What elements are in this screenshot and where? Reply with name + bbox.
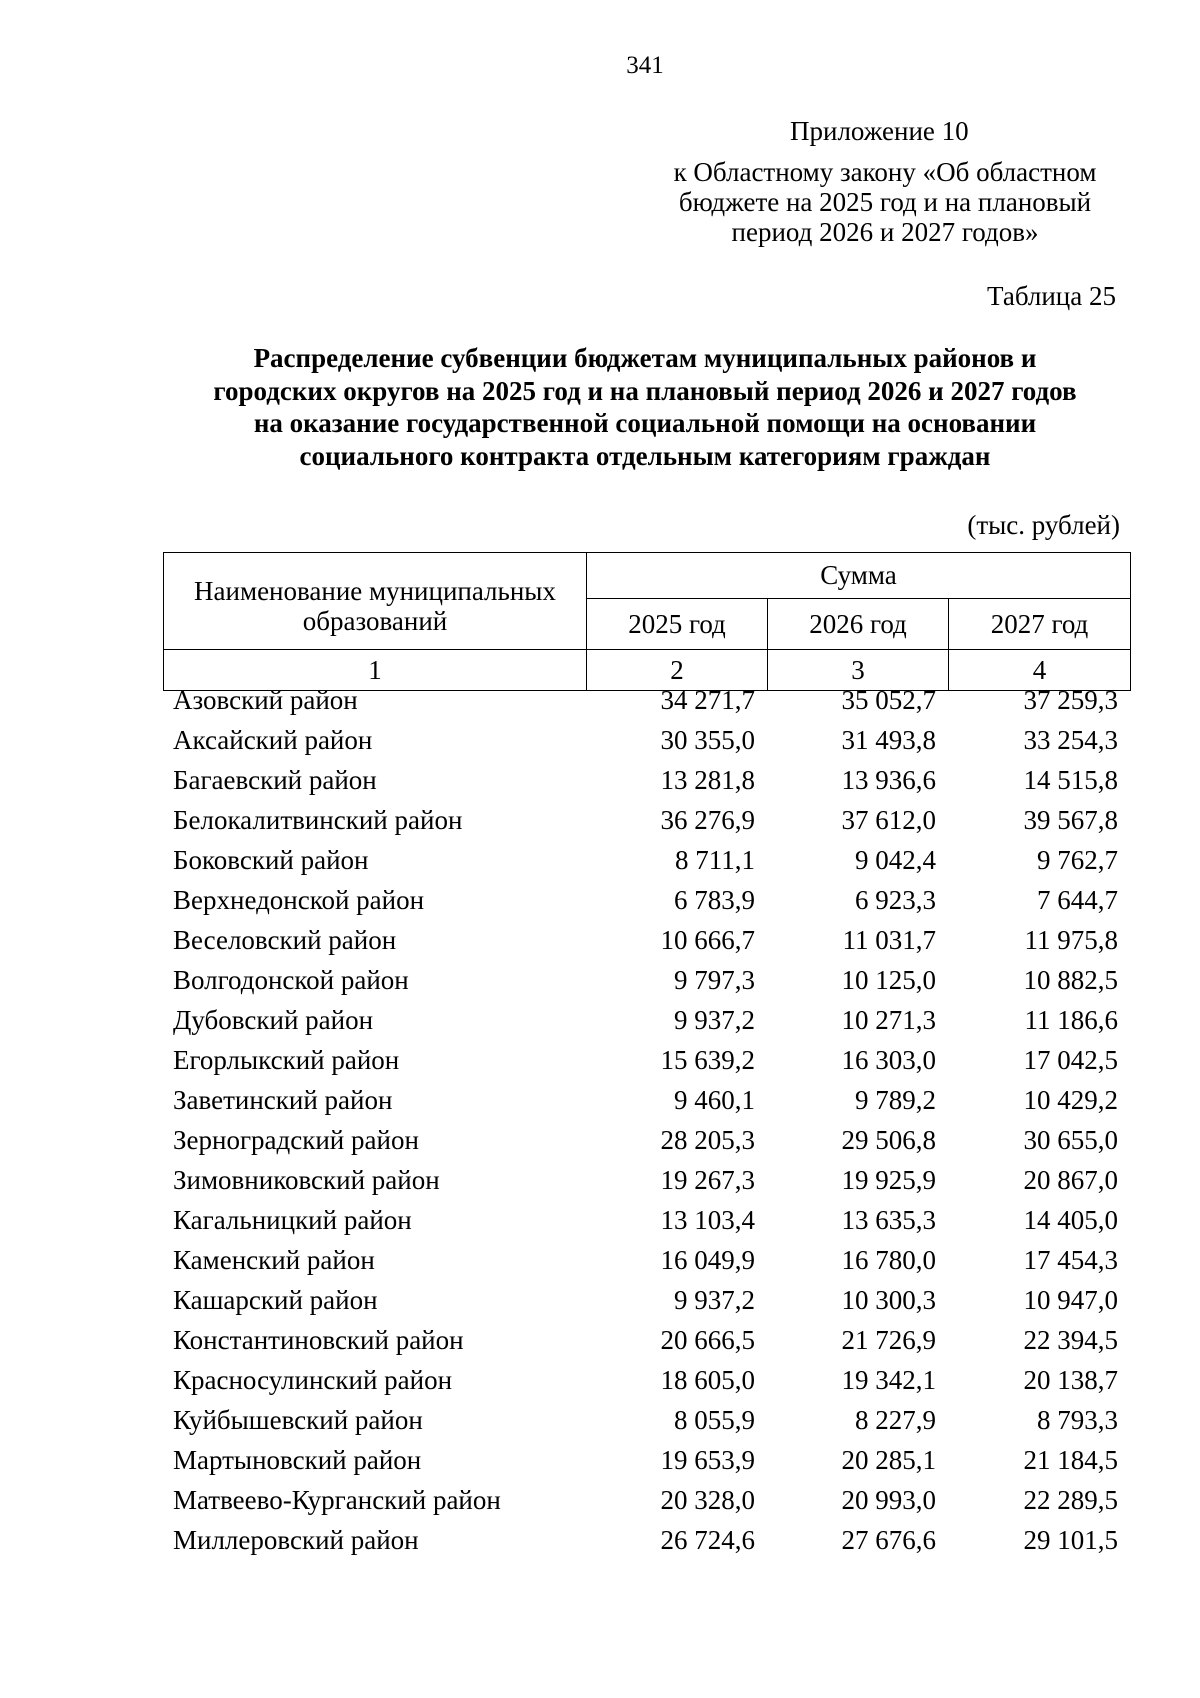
table-row [163, 1320, 1130, 1360]
table-row [163, 1440, 1130, 1480]
appendix-reference-line: к Областному закону «Об областном [673, 157, 1097, 187]
value-2027: 14 515,8 [1023, 764, 1118, 795]
district-name: Веселовский район [173, 924, 397, 955]
district-name: Боковский район [173, 844, 369, 875]
value-2026: 10 271,3 [841, 1004, 936, 1035]
value-2027: 17 042,5 [1023, 1044, 1118, 1075]
table-header [163, 552, 1131, 691]
table-row [163, 1240, 1130, 1280]
value-2026: 19 925,9 [841, 1164, 936, 1195]
value-2027: 10 947,0 [1023, 1284, 1118, 1315]
table-row [163, 1360, 1130, 1400]
value-2025: 16 049,9 [660, 1244, 755, 1275]
district-name: Красносулинский район [173, 1364, 453, 1395]
value-2025: 19 653,9 [660, 1444, 755, 1475]
value-2025: 9 937,2 [674, 1284, 755, 1315]
value-2026: 31 493,8 [841, 724, 936, 755]
value-2026: 29 506,8 [841, 1124, 936, 1155]
value-2025: 8 055,9 [674, 1404, 755, 1435]
table-row [163, 880, 1130, 920]
table-row [163, 1400, 1130, 1440]
value-2026: 6 923,3 [855, 884, 936, 915]
appendix-title: Приложение 10 [790, 116, 969, 146]
value-2027: 17 454,3 [1023, 1244, 1118, 1275]
appendix-reference-line: бюджете на 2025 год и на плановый [678, 187, 1092, 217]
value-2025: 13 281,8 [660, 764, 755, 795]
table-row [163, 720, 1130, 760]
district-name: Аксайский район [173, 724, 373, 755]
table-row [163, 1160, 1130, 1200]
district-name: Каменский район [173, 1244, 375, 1275]
value-2027: 22 394,5 [1023, 1324, 1118, 1355]
header-name-column: Наименование муниципальных образований [164, 553, 587, 650]
value-2026: 20 285,1 [841, 1444, 936, 1475]
header-year-2027: 2027 год [949, 599, 1131, 650]
value-2026: 35 052,7 [841, 684, 936, 715]
title-line: городских округов на 2025 год и на плановый период 2026 и 2027 годов [213, 375, 1077, 406]
value-2025: 9 460,1 [674, 1084, 755, 1115]
district-name: Верхнедонской район [173, 884, 425, 915]
value-2026: 10 300,3 [841, 1284, 936, 1315]
district-name: Азовский район [173, 684, 358, 715]
column-number: 1 [164, 650, 587, 691]
value-2027: 39 567,8 [1023, 804, 1118, 835]
value-2025: 19 267,3 [660, 1164, 755, 1195]
value-2025: 18 605,0 [660, 1364, 755, 1395]
value-2027: 20 867,0 [1023, 1164, 1118, 1195]
value-2026: 11 031,7 [842, 924, 936, 955]
value-2027: 10 882,5 [1023, 964, 1118, 995]
district-name: Куйбышевский район [173, 1404, 423, 1435]
value-2025: 36 276,9 [660, 804, 755, 835]
district-name: Заветинский район [173, 1084, 393, 1115]
value-2026: 37 612,0 [841, 804, 936, 835]
title-line: на оказание государственной социальной помощи на основании [253, 408, 1037, 438]
value-2027: 14 405,0 [1023, 1204, 1118, 1235]
value-2025: 8 711,1 [675, 844, 755, 875]
document-title [150, 342, 1140, 472]
table-row [163, 960, 1130, 1000]
header-year-2026: 2026 год [768, 599, 949, 650]
district-name: Волгодонской район [173, 964, 409, 995]
value-2027: 10 429,2 [1023, 1084, 1118, 1115]
value-2027: 11 186,6 [1024, 1004, 1118, 1035]
value-2026: 13 635,3 [841, 1204, 936, 1235]
column-number: 2 [587, 650, 768, 691]
value-2027: 33 254,3 [1023, 724, 1118, 755]
district-name: Зимовниковский район [173, 1164, 440, 1195]
appendix-reference [640, 157, 1130, 247]
table-row [163, 800, 1130, 840]
appendix-reference-line: период 2026 и 2027 годов» [731, 217, 1039, 247]
value-2025: 30 355,0 [660, 724, 755, 755]
value-2026: 9 789,2 [855, 1084, 936, 1115]
value-2025: 6 783,9 [674, 884, 755, 915]
value-2025: 34 271,7 [660, 684, 755, 715]
value-2027: 29 101,5 [1023, 1524, 1118, 1555]
value-2026: 9 042,4 [855, 844, 936, 875]
district-name: Багаевский район [173, 764, 377, 795]
table-row [163, 1000, 1130, 1040]
value-2026: 16 780,0 [841, 1244, 936, 1275]
value-2026: 16 303,0 [841, 1044, 936, 1075]
value-2025: 15 639,2 [660, 1044, 755, 1075]
table-row [163, 1520, 1130, 1560]
value-2025: 9 937,2 [674, 1004, 755, 1035]
column-number: 3 [768, 650, 949, 691]
value-2025: 26 724,6 [660, 1524, 755, 1555]
table-row [163, 840, 1130, 880]
value-2025: 13 103,4 [660, 1204, 755, 1235]
value-2025: 28 205,3 [660, 1124, 755, 1155]
district-name: Миллеровский район [173, 1524, 419, 1555]
table-row [163, 1480, 1130, 1520]
table-row [163, 920, 1130, 960]
district-name: Мартыновский район [173, 1444, 422, 1475]
table-row [163, 1200, 1130, 1240]
district-name: Зерноградский район [173, 1124, 419, 1155]
column-number: 4 [949, 650, 1131, 691]
title-line: социального контракта отдельным категориям граждан [299, 440, 991, 471]
value-2026: 21 726,9 [841, 1324, 936, 1355]
table-body [163, 680, 1130, 1560]
table-row [163, 760, 1130, 800]
value-2025: 10 666,7 [660, 924, 755, 955]
value-2027: 37 259,3 [1023, 684, 1118, 715]
district-name: Белокалитвинский район [173, 804, 463, 835]
units-label: (тыс. рублей) [967, 510, 1120, 540]
district-name: Егорлыкский район [173, 1044, 400, 1075]
district-name: Константиновский район [173, 1324, 464, 1355]
header-year-2025: 2025 год [587, 599, 768, 650]
district-name: Кашарский район [173, 1284, 378, 1315]
value-2027: 9 762,7 [1037, 844, 1118, 875]
table-row [163, 1120, 1130, 1160]
value-2026: 10 125,0 [841, 964, 936, 995]
value-2025: 20 666,5 [660, 1324, 755, 1355]
page-number: 341 [626, 52, 664, 79]
district-name: Кагальницкий район [173, 1204, 412, 1235]
value-2027: 8 793,3 [1037, 1404, 1118, 1435]
value-2026: 20 993,0 [841, 1484, 936, 1515]
value-2026: 19 342,1 [841, 1364, 936, 1395]
value-2027: 20 138,7 [1023, 1364, 1118, 1395]
table-row [163, 680, 1130, 720]
value-2025: 9 797,3 [674, 964, 755, 995]
table-number: Таблица 25 [987, 281, 1116, 311]
value-2027: 22 289,5 [1023, 1484, 1118, 1515]
table-row [163, 1280, 1130, 1320]
value-2026: 8 227,9 [855, 1404, 936, 1435]
value-2027: 21 184,5 [1023, 1444, 1118, 1475]
district-name: Матвеево-Курганский район [173, 1484, 501, 1515]
value-2027: 30 655,0 [1023, 1124, 1118, 1155]
value-2025: 20 328,0 [660, 1484, 755, 1515]
district-name: Дубовский район [173, 1004, 374, 1035]
value-2026: 27 676,6 [841, 1524, 936, 1555]
table-row [163, 1040, 1130, 1080]
value-2027: 7 644,7 [1037, 884, 1118, 915]
value-2026: 13 936,6 [841, 764, 936, 795]
table-row [163, 1080, 1130, 1120]
header-sum: Сумма [587, 553, 1131, 599]
data-table [163, 680, 1130, 1560]
title-line: Распределение субвенции бюджетам муниципальных районов и [253, 343, 1037, 373]
value-2027: 11 975,8 [1024, 924, 1118, 955]
